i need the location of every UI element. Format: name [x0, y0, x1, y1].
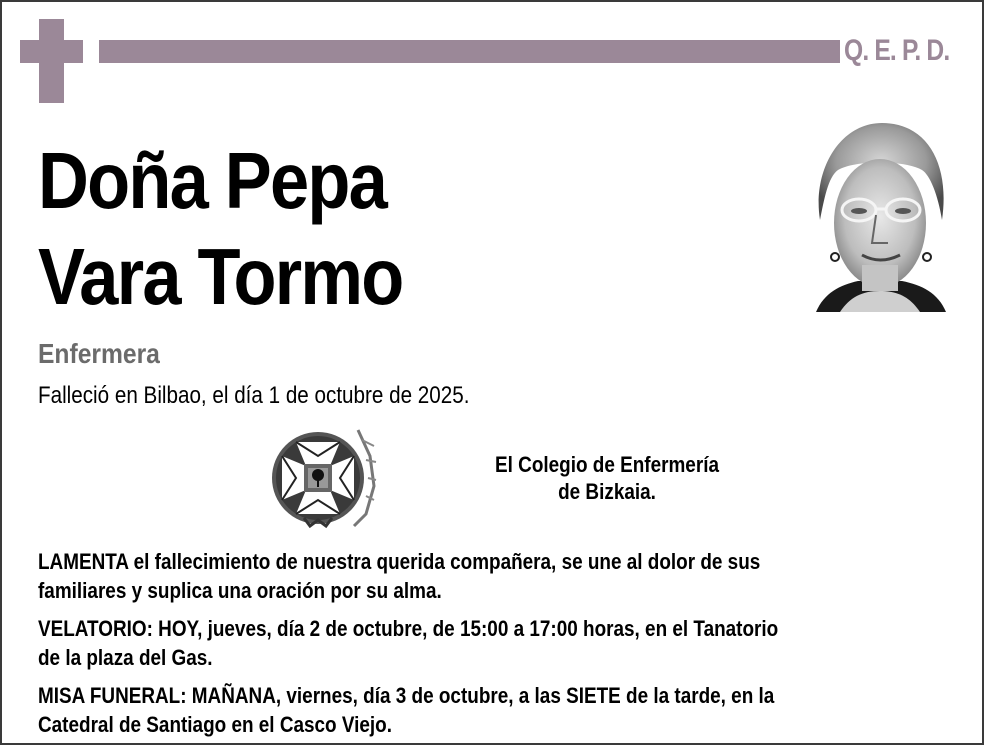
colegio-enfermeria-emblem — [266, 426, 378, 534]
paragraph-line: de la plaza del Gas. — [38, 645, 213, 670]
portrait-photo — [810, 115, 950, 312]
funeral-mass-paragraph — [38, 681, 941, 739]
paragraph-line: MISA FUNERAL: MAÑANA, viernes, día 3 de octubre, a las SIETE de la tarde, en la — [38, 683, 775, 708]
cross-icon-arm — [20, 40, 83, 63]
name-line-2: Vara Tormo — [38, 232, 403, 321]
paragraph-line: Catedral de Santiago en el Casco Viejo. — [38, 712, 392, 737]
paragraph-line: LAMENTA el fallecimiento de nuestra querida compañera, se une al dolor de sus — [38, 549, 761, 574]
header-rule — [99, 40, 840, 63]
deceased-name — [38, 133, 403, 325]
organization-line-2: de Bizkaia. — [558, 479, 656, 504]
wake-paragraph — [38, 614, 941, 672]
death-notice: Falleció en Bilbao, el día 1 de octubre de 2025. — [38, 382, 470, 409]
paragraph-line: familiares y suplica una oración por su alma. — [38, 578, 442, 603]
organization-name — [442, 451, 772, 505]
condolence-paragraph — [38, 547, 941, 605]
qepd-label: Q. E. P. D. — [844, 34, 950, 67]
profession: Enfermera — [38, 338, 160, 369]
organization-line-1: El Colegio de Enfermería — [495, 452, 719, 477]
name-line-1: Doña Pepa — [38, 136, 386, 225]
paragraph-line: VELATORIO: HOY, jueves, día 2 de octubre, de 15:00 a 17:00 horas, en el Tanatorio — [38, 616, 779, 641]
